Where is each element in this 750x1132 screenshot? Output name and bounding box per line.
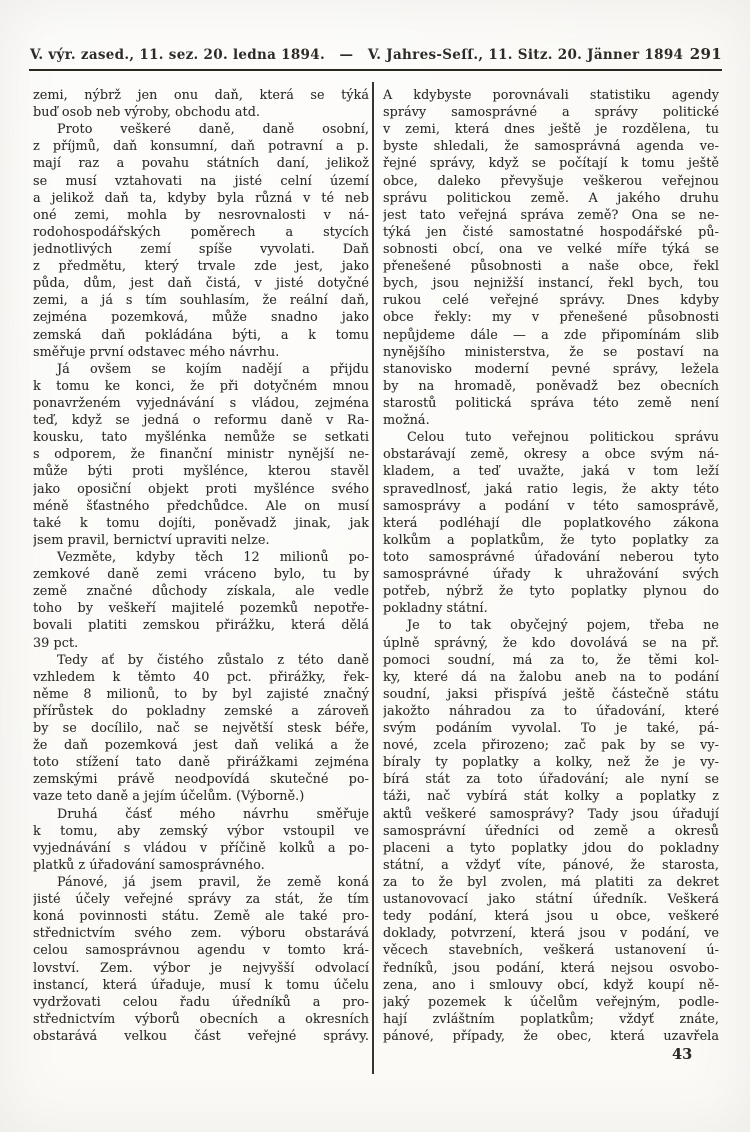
- text-line: toto stížení tato daně přirážkami zejména: [33, 754, 369, 770]
- text-line: jaký pozemek k účelům veřejným, podle-: [383, 993, 719, 1009]
- text-line: země značné důchody získala, ale vedle: [33, 583, 369, 599]
- text-line: s odporem, že finanční ministr nynější ne-: [33, 446, 369, 462]
- text-line: by na hromadě, poněvadž bez obecních: [383, 377, 719, 393]
- text-line: aktů veškeré samosprávy? Tady jsou úřadují: [383, 805, 719, 821]
- text-line: Tedy ať by čistého zůstalo z této daně: [57, 651, 369, 667]
- header-rule: [29, 69, 722, 71]
- text-line: Druhá čásť mého návrhu směřuje: [57, 805, 369, 821]
- text-line: vaze teto daně a jejím účelům. (Výborně.): [33, 788, 305, 804]
- text-line: Vezměte, kdyby těch 12 milionů po-: [57, 548, 369, 564]
- text-line: nynějšího ministerstva, že se postaví na: [383, 343, 719, 359]
- text-line: za to že byl zvolen, má platiti za dekret: [383, 874, 719, 890]
- text-line: k tomu, aby zemský výbor vstoupil ve: [33, 822, 369, 838]
- footer-sheet-number: 43: [672, 1046, 693, 1063]
- text-line: soudní, jaksi přispívá ještě částečně státu: [383, 685, 719, 701]
- text-line: střednictvím svého zem. výboru obstarává: [33, 925, 369, 941]
- text-line: instancí, která úřaduje, musí k tomu účelu: [33, 976, 369, 992]
- text-line: celou samosprávnou agendu v tomto krá-: [33, 942, 369, 958]
- text-line: ponavrženém vyjednávání s vládou, zejména: [33, 394, 369, 410]
- text-line: byste shledali, že samosprávná agenda ve-: [383, 138, 719, 154]
- text-line: sobnosti obcí, ona ve velké míře týká se: [383, 240, 719, 256]
- paragraph: [33, 651, 369, 805]
- text-line: jsem pravil, bernictví upraviti nelze.: [33, 531, 270, 547]
- text-line: samosprávní úředníci od země a okresů: [383, 822, 719, 838]
- text-line: která podléhají dle poplatkového zákona: [383, 514, 719, 530]
- text-line: správy samosprávné a správy politické: [383, 104, 719, 120]
- text-line: toto samosprávné úřadování neberou tyto: [383, 548, 719, 564]
- text-line: rodohospodářských poměrech a stycích: [33, 223, 369, 239]
- text-line: vzhledem k těmto 40 pct. přirážky, řek-: [33, 668, 369, 684]
- text-line: že daň pozemková jest daň veliká a že: [33, 737, 369, 753]
- text-line: platků z úřadování samosprávného.: [33, 856, 265, 872]
- text-line: obstarávají země, okresy a obce svým ná-: [383, 446, 719, 462]
- text-columns: [33, 86, 719, 1044]
- column-divider: [372, 82, 374, 1074]
- text-line: ustanovovací jako státní úředník. Veškerá: [383, 891, 719, 907]
- paragraph: [33, 120, 369, 360]
- paragraph: [33, 548, 369, 651]
- text-line: zena, ano i smlouvy obcí, když koupí ně-: [383, 976, 719, 992]
- text-line: se musí vztahovati na jisté celní území: [33, 172, 369, 188]
- text-line: doklady, potvrzení, která jsou v podání, ve: [383, 925, 719, 941]
- text-line: řejné správy, když se počítají k tomu ještě: [383, 155, 719, 171]
- text-line: půda, dům, jest daň čistá, v jisté dotyčné: [33, 275, 369, 291]
- header-session-info-german: V. Jahres-Seſſ., 11. Sitz. 20. Jänner 1894: [367, 47, 684, 63]
- text-line: obstarává velkou část veřejné správy.: [33, 1028, 369, 1044]
- paragraph: [383, 428, 719, 616]
- text-line: možná.: [383, 412, 430, 428]
- text-line: lovství. Zem. výbor je nejvyšší odvolací: [33, 959, 369, 975]
- text-line: potřeb, nýbrž že tyto poplatky plynou do: [383, 583, 719, 599]
- text-line: táži, nač vybírá stát kolky a poplatky z: [383, 788, 719, 804]
- text-line: přírůstek do pokladny zemské a zároveň: [33, 702, 369, 718]
- text-line: by se docílilo, nač se největší stesk béře,: [33, 720, 369, 736]
- text-line: správu politickou země. A jakého druhu: [383, 189, 719, 205]
- text-line: také k tomu dojíti, poněvadž jinak, jak: [33, 514, 369, 530]
- text-line: zemi, a já s tím souhlasím, že reální daň,: [33, 292, 369, 308]
- paragraph: [383, 86, 719, 428]
- text-line: A kdybyste porovnávali statistiku agendy: [383, 87, 719, 102]
- text-line: přenešené působnosti a naše obce, řekl: [383, 258, 719, 274]
- text-line: hají zvláštním poplatkům; vždyť znáte,: [383, 1010, 719, 1026]
- column-right: [383, 86, 719, 1044]
- paragraph: [33, 86, 369, 120]
- text-line: Pánové, já jsem pravil, že země koná: [57, 874, 369, 890]
- text-line: vyjednávání s vládou v příčině kolků a po-: [33, 839, 369, 855]
- text-line: bovali platiti zemskou přirážku, která dělá: [33, 617, 369, 633]
- text-line: koná povinnosti státu. Země ale také pro-: [33, 908, 369, 924]
- text-line: 39 pct.: [33, 634, 79, 650]
- text-line: jest tato veřejná správa země? Ona se ne-: [383, 206, 719, 222]
- paragraph: [33, 360, 369, 548]
- paragraph: [383, 616, 719, 1044]
- text-line: rukou celé veřejné správy. Dnes kdyby: [383, 292, 719, 308]
- text-line: v zemi, která dnes ještě je rozdělena, tu: [383, 121, 719, 137]
- text-line: něme 8 milionů, to by byl zajisté značný: [33, 685, 369, 701]
- text-line: zemskými právě neodpovídá skutečné po-: [33, 771, 369, 787]
- text-line: oné zemi, mohla by nesrovnalosti v ná-: [33, 206, 369, 222]
- text-line: nové, zcela přirozeno; zač pak by se vy-: [383, 737, 719, 753]
- header-session-info-czech: V. výr. zased., 11. sez. 20. ledna 1894.: [30, 47, 325, 63]
- text-line: stanovisko moderní pevné správy, ležela: [383, 360, 719, 376]
- text-line: spravedlnosť, jaká ratio legis, že akty této: [383, 480, 719, 496]
- text-line: pánové, případy, že obec, která uzavřela: [383, 1028, 719, 1044]
- text-line: z předmětu, který trvale zde jest, jako: [33, 258, 369, 274]
- text-line: pokladny státní.: [383, 600, 488, 616]
- text-line: ředníků, jsou podání, která nejsou osvobo-: [383, 959, 719, 975]
- text-line: tedy podání, která jsou u obce, veškeré: [383, 908, 719, 924]
- text-line: samosprávy a podání v této samosprávě,: [383, 497, 719, 513]
- text-line: zemi, nýbrž jen onu daň, která se týká: [33, 87, 369, 102]
- text-line: jednotlivých zemí spíše vyvolati. Daň: [33, 240, 369, 256]
- text-line: kolkům a poplatkům, že tyto poplatky za: [383, 531, 719, 547]
- text-line: Celou tuto veřejnou politickou správu: [407, 429, 719, 445]
- text-line: pomoci soudní, má za to, že těmi kol-: [383, 651, 719, 667]
- text-line: svým podáním vyvolal. To je také, pá-: [383, 720, 719, 736]
- text-line: bych, jsou nejnižší instancí, řekl bych, tou: [383, 275, 719, 291]
- text-line: k tomu ke konci, že při dotyčném mnou: [33, 377, 369, 393]
- text-line: úplně správný, že kdo dovolává se na př.: [383, 634, 719, 650]
- text-line: střednictvím výborů obecních a okresních: [33, 1010, 369, 1026]
- text-line: obce řekly: my v přenešené působnosti: [383, 309, 719, 325]
- text-line: obce, daleko převyšuje veškerou veřejnou: [383, 172, 719, 188]
- text-line: mají raz a povahu státních daní, jelikož: [33, 155, 369, 171]
- text-line: a jelikož daň ta, kdyby byla různá v té neb: [33, 189, 369, 205]
- text-line: zemská daň pokládána býti, a k tomu: [33, 326, 369, 342]
- text-line: směřuje první odstavec mého návrhu.: [33, 343, 280, 359]
- text-line: kousku, tato myšlénka nemůže se setkati: [33, 429, 369, 445]
- text-line: zemkové daně zemi vráceno bylo, tu by: [33, 566, 369, 582]
- text-line: jakožto náhradou za to úřadování, které: [383, 702, 719, 718]
- text-line: placeni a tyto poplatky jdou do pokladny: [383, 839, 719, 855]
- header-page-number: 291: [689, 45, 722, 63]
- text-line: Já ovšem se kojím nadějí a přijdu: [57, 360, 369, 376]
- text-line: teď, když se jedná o reformu daně v Ra-: [33, 412, 369, 428]
- text-line: jisté účely veřejné správy za stát, že tím: [33, 891, 369, 907]
- text-line: z příjmů, daň konsumní, daň potravní a p.: [33, 138, 369, 154]
- text-line: týká jen čisté samostatné hospodářské pů-: [383, 223, 719, 239]
- text-line: státní, a vždyť víte, pánové, že starosta,: [383, 856, 719, 872]
- text-line: nepůjdeme dále — a zde připomínám slib: [383, 326, 719, 342]
- text-line: ky, které dá na žalobu aneb na to podání: [383, 668, 719, 684]
- text-line: bírá stát za toto úřadování; ale nyní se: [383, 771, 719, 787]
- text-line: Je to tak obyčejný pojem, třeba ne: [407, 617, 719, 633]
- column-left: [33, 86, 369, 1044]
- paragraph: [33, 805, 369, 873]
- text-line: může býti proti myšlénce, kterou stavěl: [33, 463, 369, 479]
- text-line: věcech stavebních, veškerá ustanovení ú-: [383, 942, 719, 958]
- text-line: Proto veškeré daně, daně osobní,: [57, 121, 369, 137]
- text-line: buď osob neb výroby, obchodu atd.: [33, 104, 261, 120]
- text-line: zejména pozemková, může snadno jako: [33, 309, 369, 325]
- text-line: méně šťastného předchůdce. Ale on musí: [33, 497, 369, 513]
- page-header: [30, 45, 722, 63]
- text-line: kladem, a teď uvažte, jaká v tom leží: [383, 463, 719, 479]
- text-line: bíraly ty poplatky a kolky, než že je vy-: [383, 754, 719, 770]
- text-line: starostů politická správa této země není: [383, 394, 719, 410]
- text-line: samosprávné úřady k uhražování svých: [383, 566, 719, 582]
- header-separator-dash: —: [339, 47, 354, 63]
- text-line: toho by veškeří majitelé pozemků nepotře-: [33, 600, 369, 616]
- paragraph: [33, 873, 369, 1044]
- text-line: jako oposiční objekt proti myšlénce svého: [33, 480, 369, 496]
- text-line: vydržovati celou řadu úředníků a pro-: [33, 993, 369, 1009]
